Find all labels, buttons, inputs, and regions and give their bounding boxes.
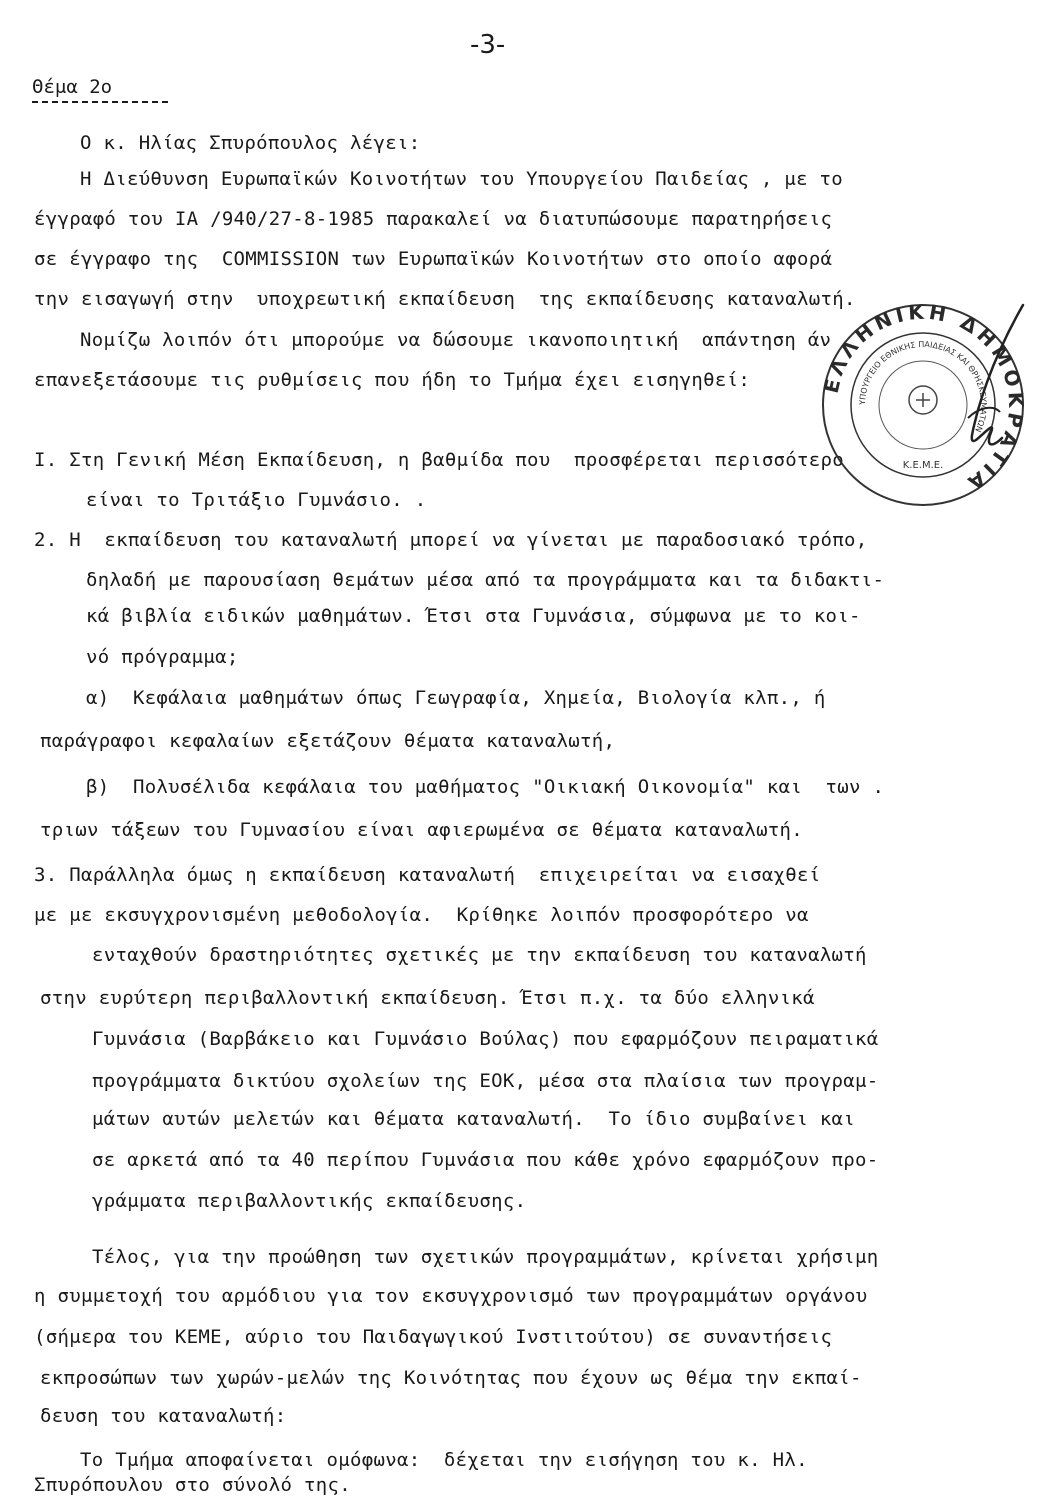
- text-line: παράγραφοι κεφαλαίων εξετάζουν θέματα καταναλωτή,: [40, 730, 616, 752]
- text-line: η συμμετοχή του αρμόδιου για τον εκσυγχρονισμό των προγραμμάτων οργάνου: [34, 1285, 868, 1307]
- text-line: Τέλος, για την προώθηση των σχετικών προγραμμάτων, κρίνεται χρήσιμη: [92, 1246, 879, 1268]
- text-line: Νομίζω λοιπόν ότι μπορούμε να δώσουμε ικανοποιητική απάντηση άν: [80, 329, 832, 351]
- text-line: με με εκσυγχρονισμένη μεθοδολογία. Κρίθηκε λοιπόν προσφορότερο να: [34, 904, 809, 926]
- text-line: σε έγγραφο της COMMISSION των Ευρωπαϊκών Κοινοτήτων στο οποίο αφορά: [34, 248, 833, 270]
- text-line: Σπυρόπουλου στο σύνολό της.: [34, 1474, 351, 1496]
- text-line: μάτων αυτών μελετών και θέματα καταναλωτή. Το ίδιο συμβαίνει και: [92, 1108, 856, 1130]
- text-line: δευση του καταναλωτή:: [40, 1405, 287, 1427]
- page-number: -3-: [470, 30, 506, 60]
- sub-item: β) Πολυσέλιδα κεφάλαια του μαθήματος "Οικιακή Οικονομία" και των .: [86, 776, 885, 798]
- text-line: κά βιβλία ειδικών μαθημάτων. Έτσι στα Γυμνάσια, σύμφωνα με το κοι-: [86, 605, 861, 627]
- svg-text:ΥΠΟΥΡΓΕΙΟ ΕΘΝΙΚΗΣ ΠΑΙΔΕΙΑΣ ΚΑΙ: ΥΠΟΥΡΓΕΙΟ ΕΘΝΙΚΗΣ ΠΑΙΔΕΙΑΣ ΚΑΙ ΘΡΗΣΚΕΥΜΑΤΩΝ: [857, 339, 989, 434]
- svg-text:ΕΛΛΗΝΙΚΗ ΔΗΜΟΚΡΑΤΙΑ: ΕΛΛΗΝΙΚΗ ΔΗΜΟΚΡΑΤΙΑ: [818, 300, 1028, 498]
- text-line: προγράμματα δικτύου σχολείων της ΕΟΚ, μέσα στα πλαίσια των προγραμ-: [92, 1070, 879, 1092]
- list-item: Ι. Στη Γενική Μέση Εκπαίδευση, η βαθμίδα που προσφέρεται περισσότερο: [34, 449, 844, 471]
- text-line: έγγραφό του ΙΑ /940/27-8-1985 παρακαλεί να διατυπώσουμε παρατηρήσεις: [34, 208, 833, 230]
- text-line: γράμματα περιβαλλοντικής εκπαίδευσης.: [92, 1190, 527, 1212]
- text-line: Γυμνάσια (Βαρβάκειο και Γυμνάσιο Βούλας) που εφαρμόζουν πειραματικά: [92, 1028, 879, 1050]
- text-line: νό πρόγραμμα;: [86, 646, 239, 668]
- text-line: Η Διεύθυνση Ευρωπαϊκών Κοινοτήτων του Υπουργείου Παιδείας , με το: [80, 168, 844, 190]
- text-line: στην ευρύτερη περιβαλλοντική εκπαίδευση. Έτσι π.χ. τα δύο ελληνικά: [40, 987, 815, 1009]
- decision-line: Το Τμήμα αποφαίνεται ομόφωνα: δέχεται την εισήγηση του κ. Ηλ.: [80, 1449, 808, 1471]
- svg-text:Κ.Ε.Μ.Ε.: Κ.Ε.Μ.Ε.: [902, 460, 944, 471]
- text-line: είναι το Τριτάξιο Γυμνάσιο. .: [86, 489, 427, 511]
- text-line: την εισαγωγή στην υποχρεωτική εκπαίδευση της εκπαίδευσης καταναλωτή.: [34, 288, 856, 310]
- text-line: εκπροσώπων των χωρών-μελών της Κοινότητας που έχουν ως θέμα την εκπαί-: [40, 1367, 862, 1389]
- list-item: 3. Παράλληλα όμως η εκπαίδευση καταναλωτή επιχειρείται να εισαχθεί: [34, 864, 821, 886]
- text-line: ενταχθούν δραστηριότητες σχετικές με την εκπαίδευση του καταναλωτή: [92, 944, 867, 966]
- text-line: (σήμερα του ΚΕΜΕ, αύριο του Παιδαγωγικού Ινστιτούτου) σε συναντήσεις: [34, 1326, 833, 1348]
- sub-item: α) Κεφάλαια μαθημάτων όπως Γεωγραφία, Χημεία, Βιολογία κλπ., ή: [86, 687, 826, 709]
- topic-heading: Θέμα 2ο: [32, 76, 113, 98]
- text-line: τριων τάξεων του Γυμνασίου είναι αφιερωμένα σε θέματα καταναλωτή.: [40, 819, 804, 841]
- official-stamp-icon: [818, 300, 1028, 510]
- text-line: σε αρκετά από τα 40 περίπου Γυμνάσια που κάθε χρόνο εφαρμόζουν προ-: [92, 1149, 879, 1171]
- heading-underline: [32, 101, 168, 103]
- text-line: επανεξετάσουμε τις ρυθμίσεις που ήδη το Τμήμα έχει εισηγηθεί:: [34, 369, 751, 391]
- text-line: Ο κ. Ηλίας Σπυρόπουλος λέγει:: [80, 132, 421, 154]
- text-line: δηλαδή με παρουσίαση θεμάτων μέσα από τα προγράμματα και τα διδακτι-: [86, 569, 885, 591]
- list-item: 2. Η εκπαίδευση του καταναλωτή μπορεί να γίνεται με παραδοσιακό τρόπο,: [34, 529, 868, 551]
